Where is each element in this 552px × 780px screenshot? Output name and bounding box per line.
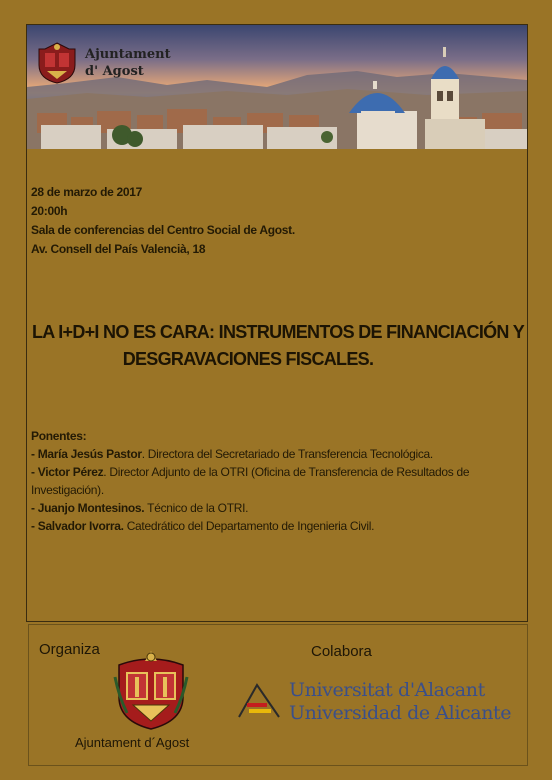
speaker-item: - Salvador Ivorra. Catedrático del Departamento de Ingenieria Civil. [31, 519, 375, 533]
coat-of-arms-icon [35, 41, 79, 85]
logo-text [85, 46, 171, 80]
organiza-label: Organiza [39, 641, 100, 658]
speaker-item: - María Jesús Pastor. Directora del Secretariado de Transferencia Tecnológica. [31, 447, 433, 461]
speaker-name: Juanjo Montesinos. [37, 501, 145, 515]
logo-line-1: Ajuntament [85, 47, 171, 62]
speaker-name: Salvador Ivorra. [37, 519, 124, 533]
event-venue: Sala de conferencias del Centro Social de Agost. [31, 223, 295, 237]
event-title [27, 319, 529, 373]
speaker-item: - Victor Pérez. Director Adjunto de la OTRI (Oficina de Transferencia de Resultados de Investigación). [31, 465, 470, 497]
ua-line-2: Universidad de Alicante [289, 702, 512, 724]
header-banner [27, 25, 527, 149]
agost-coat-of-arms-icon [113, 647, 189, 733]
title-line-1: LA I+D+I NO ES CARA: INSTRUMENTOS DE FINANCIACIÓN Y [31, 322, 524, 342]
speaker-desc: Técnico de la OTRI. [144, 501, 249, 515]
event-time: 20:00h [31, 204, 68, 218]
universitat-alacant-text [289, 679, 511, 725]
colabora-label: Colabora [311, 643, 372, 660]
ua-line-1: Universitat d'Alacant [289, 679, 485, 701]
universitat-alacant-logo-icon [235, 681, 283, 721]
speaker-item: - Juanjo Montesinos. Técnico de la OTRI. [31, 501, 249, 515]
logo-line-2: d' Agost [85, 64, 144, 79]
ajuntament-logo [35, 41, 177, 85]
speaker-name: María Jesús Pastor [37, 447, 142, 461]
speaker-desc: . Directora del Secretariado de Transferencia Tecnológica. [141, 447, 433, 461]
event-date: 28 de marzo de 2017 [31, 185, 143, 199]
poster-frame [26, 24, 528, 622]
speaker-name: Victor Pérez [37, 465, 104, 479]
title-line-2: DESGRAVACIONES FISCALES. [122, 349, 374, 369]
sponsors-panel [28, 624, 528, 766]
event-info [31, 183, 295, 259]
speakers-heading: Ponentes: [31, 429, 87, 443]
speaker-desc: . Director Adjunto de la OTRI (Oficina de Transferencia de Resultados de Investigación). [31, 465, 470, 497]
organizer-name: Ajuntament d´Agost [75, 735, 190, 750]
speakers-section [31, 427, 471, 535]
speaker-desc: Catedrático del Departamento de Ingenieria Civil. [123, 519, 375, 533]
event-address: Av. Consell del País Valencià, 18 [31, 242, 206, 256]
